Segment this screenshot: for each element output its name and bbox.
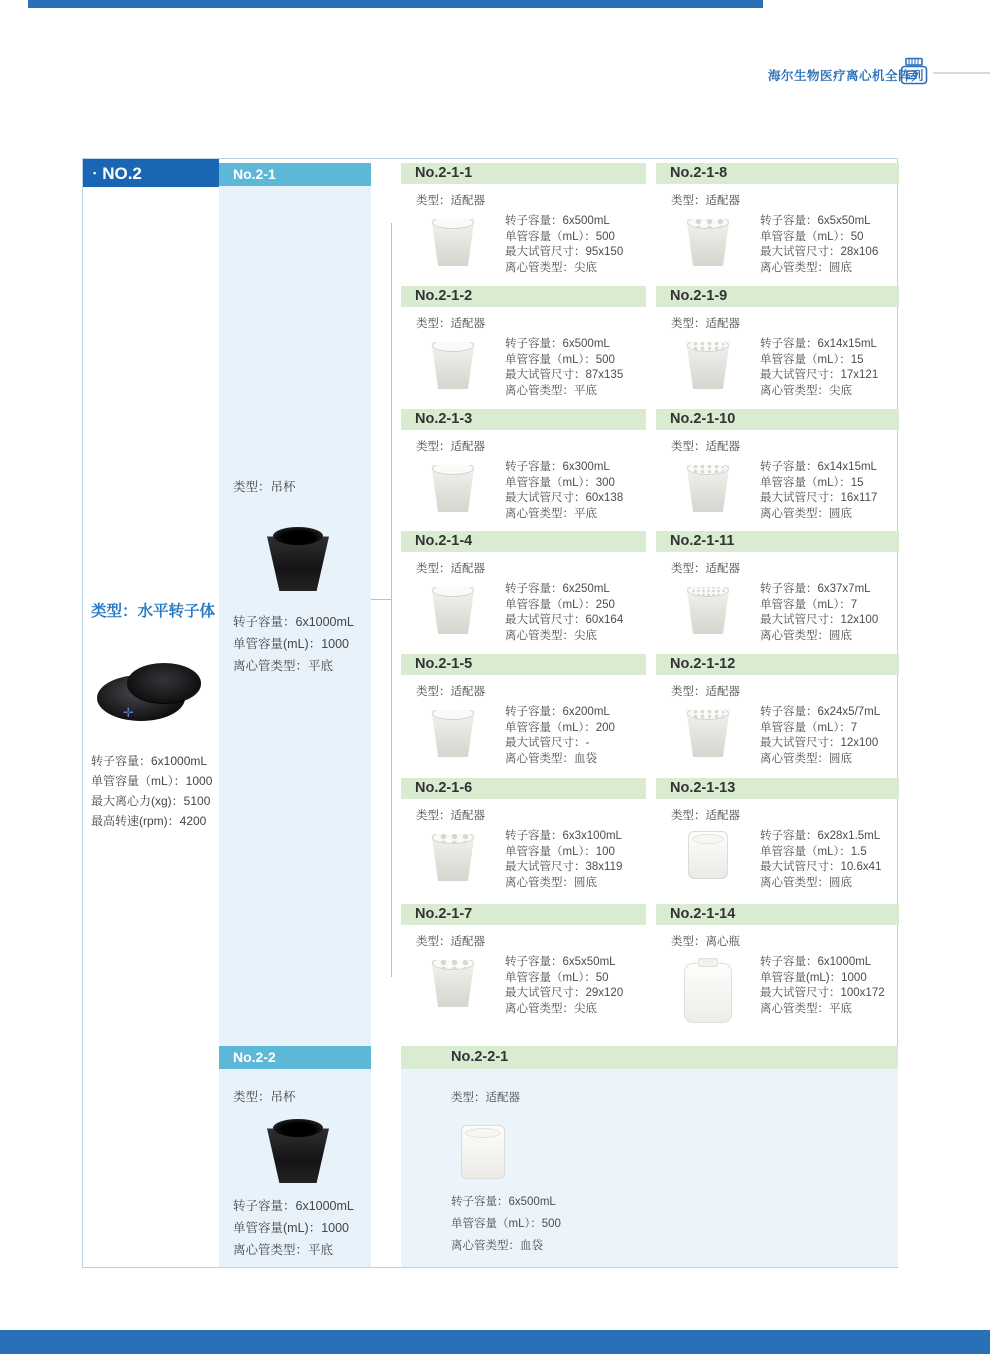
adapter-card-body	[401, 953, 646, 1017]
adapter-type-label: 类型：适配器	[416, 686, 485, 698]
adapter-specs	[760, 212, 878, 276]
adapter-card	[401, 531, 646, 651]
adapter-card-title: No.2-1-10	[656, 409, 899, 430]
adapter-specs	[760, 335, 878, 399]
adapter-type-label: 类型：适配器	[671, 195, 740, 207]
spec-line: 单管容量（mL）：1.5	[760, 845, 867, 858]
adapter-221-photo-wrap	[461, 1125, 505, 1179]
rotor-section-header	[83, 159, 219, 187]
adapter-photo-wrap	[401, 580, 505, 634]
spec-line: 转子容量：6x500mL	[451, 1196, 556, 1208]
adapter-card-title: No.2-1-4	[401, 531, 646, 552]
spec-line: 单管容量（mL）：200	[505, 721, 615, 734]
adapter-photo-wrap	[401, 827, 505, 881]
spec-line: 最大试管尺寸：87x135	[505, 369, 624, 381]
adapter-photo	[431, 462, 475, 512]
spec-line: 离心管类型：圆底	[760, 752, 852, 765]
adapter-card-body	[401, 580, 646, 644]
rotor-photo	[97, 651, 203, 735]
adapter-type-label: 类型：适配器	[671, 563, 740, 575]
adapter-card-body	[401, 703, 646, 767]
adapter-card	[401, 163, 646, 283]
centrifuge-icon	[898, 57, 930, 87]
rotor-lid-shape	[127, 663, 201, 703]
adapter-card-title: No.2-1-1	[401, 163, 646, 184]
spec-line: 离心管类型：圆底	[505, 876, 597, 889]
spec-line: 最大试管尺寸：16x117	[760, 492, 878, 504]
adapter-specs	[760, 580, 878, 644]
adapter-type-label: 类型：适配器	[671, 441, 740, 453]
bucket2-header: No.2-2	[219, 1046, 371, 1069]
spec-line: 转子容量：6x14x15mL	[760, 461, 877, 473]
adapter-photo	[686, 707, 730, 757]
adapter-card-title: No.2-1-9	[656, 286, 899, 307]
bottle-photo	[684, 963, 732, 1023]
adapter-photo	[461, 1125, 505, 1179]
adapter-photo-wrap	[656, 458, 760, 512]
spec-line: 离心管类型：平底	[505, 507, 597, 520]
spec-line: 离心管类型：尖底	[505, 1002, 597, 1015]
spec-line: 离心管类型：血袋	[505, 752, 597, 765]
spec-line: 最高转速(rpm)：4200	[91, 814, 207, 828]
adapter-type-label: 类型：适配器	[416, 318, 485, 330]
adapter-card	[401, 654, 646, 774]
spec-line: 最大试管尺寸：100x172	[760, 987, 885, 999]
bucket-mouth-shape	[273, 527, 323, 545]
bucket2-type-label: 类型：吊杯	[233, 1090, 296, 1104]
rotor-id: NO.2	[102, 164, 142, 183]
adapter-card	[656, 904, 899, 1024]
footer-accent-bar	[0, 1330, 990, 1354]
spec-line: 离心管类型：尖底	[760, 384, 852, 397]
adapter-photo	[431, 957, 475, 1007]
adapter-card	[401, 904, 646, 1024]
adapter-photo	[431, 216, 475, 266]
adapter-photo-wrap	[656, 827, 760, 879]
spec-line: 转子容量：6x500mL	[505, 215, 610, 227]
spec-line: 最大试管尺寸：38x119	[505, 861, 623, 873]
adapter-card-body	[401, 212, 646, 276]
adapter-card	[656, 286, 899, 406]
adapter-card-title: No.2-1-5	[401, 654, 646, 675]
adapter-specs	[760, 703, 880, 767]
spec-line: 转子容量：6x3x100mL	[505, 830, 622, 842]
spec-line: 转子容量：6x1000mL	[233, 1199, 354, 1213]
adapter-card-title: No.2-1-12	[656, 654, 899, 675]
spec-line: 单管容量（mL）：7	[760, 721, 858, 734]
page-title: 海尔生物医疗离心机全阵列	[768, 69, 925, 83]
adapter-photo	[431, 584, 475, 634]
adapter-card-title: No.2-1-13	[656, 778, 899, 799]
adapter-type-label: 类型：适配器	[416, 441, 485, 453]
spec-line: 转子容量：6x200mL	[505, 706, 610, 718]
spec-line: 最大试管尺寸：29x120	[505, 987, 624, 999]
spec-line: 离心管类型：血袋	[451, 1240, 543, 1252]
bucket2-specs	[233, 1195, 354, 1261]
spec-line: 单管容量（mL）：15	[760, 353, 864, 366]
spec-line: 转子容量：6x1000mL	[760, 956, 872, 968]
spec-line: 最大试管尺寸：60x164	[505, 614, 624, 626]
adapter-photo-wrap	[656, 580, 760, 634]
adapter-card	[401, 286, 646, 406]
adapter-card-body	[401, 335, 646, 399]
adapter-card-body	[656, 953, 899, 1023]
spec-line: 离心管类型：圆底	[760, 876, 852, 889]
spec-line: 单管容量（mL）：1000	[91, 774, 213, 788]
adapter-photo-wrap	[401, 335, 505, 389]
adapter-specs	[505, 458, 623, 522]
adapter-card	[401, 778, 646, 898]
adapter-photo-wrap	[656, 335, 760, 389]
spec-line: 最大试管尺寸：60x138	[505, 492, 624, 504]
adapter-card-title: No.2-1-8	[656, 163, 899, 184]
spec-line: 转子容量：6x37x7mL	[760, 583, 871, 595]
adapter-type-label: 类型：适配器	[416, 936, 485, 948]
adapter-card-body	[656, 580, 899, 644]
spec-line: 离心管类型：平底	[505, 384, 597, 397]
spec-line: 单管容量（mL）：300	[505, 476, 615, 489]
adapter-type-label: 类型：适配器	[671, 318, 740, 330]
adapter-card-body	[656, 827, 899, 891]
adapter-photo	[686, 584, 730, 634]
adapter-type-label: 类型：适配器	[416, 563, 485, 575]
adapter-type-label: 类型：离心瓶	[671, 936, 740, 948]
adapter-card	[656, 409, 899, 529]
adapter-card-body	[401, 827, 646, 891]
spec-line: 离心管类型：圆底	[760, 261, 852, 274]
adapter-card-body	[656, 212, 899, 276]
rotor-type-label: 类型：水平转子体	[91, 603, 216, 620]
spec-line: 单管容量（mL）：250	[505, 598, 615, 611]
adapter-photo-wrap	[656, 212, 760, 266]
adapter-221-type-label: 类型：适配器	[451, 1092, 520, 1104]
bucket1-specs	[233, 611, 354, 677]
adapter-specs	[760, 953, 885, 1017]
adapter-card-title: No.2-1-3	[401, 409, 646, 430]
spec-line: 单管容量（mL）：50	[760, 230, 864, 243]
rotor-specs	[91, 751, 212, 831]
spec-line: 转子容量：6x1000mL	[233, 615, 354, 629]
adapter-card-body	[656, 458, 899, 522]
adapter-photo	[686, 339, 730, 389]
adapter-photo	[431, 707, 475, 757]
spec-line: 离心管类型：平底	[760, 1002, 852, 1015]
bucket2-photo	[267, 1119, 329, 1183]
spec-line: 单管容量（mL）：500	[505, 353, 615, 366]
adapter-specs	[505, 580, 623, 644]
adapter-photo	[686, 216, 730, 266]
adapter-card-title: No.2-1-7	[401, 904, 646, 925]
adapter-specs	[505, 827, 622, 891]
adapter-card-title: No.2-1-2	[401, 286, 646, 307]
spec-line: 转子容量：6x250mL	[505, 583, 610, 595]
adapter-specs	[505, 212, 623, 276]
adapter-card	[656, 654, 899, 774]
adapter-card	[656, 778, 899, 898]
bullet-icon: ▪	[93, 168, 97, 178]
spec-line: 单管容量（mL）：500	[451, 1218, 561, 1230]
adapter-photo-wrap	[401, 953, 505, 1007]
spec-line: 离心管类型：尖底	[505, 629, 597, 642]
bucket1-header: No.2-1	[219, 163, 371, 186]
adapter-photo	[688, 831, 728, 879]
spec-line: 离心管类型：圆底	[760, 507, 852, 520]
hierarchy-connector-horizontal	[371, 599, 391, 600]
spec-line: 离心管类型：平底	[233, 659, 334, 673]
adapter-photo-wrap	[401, 212, 505, 266]
adapter-221-header: No.2-2-1	[401, 1046, 898, 1069]
adapter-card	[656, 531, 899, 651]
rotor-hub-mark: ✛	[123, 705, 134, 720]
spec-line: 转子容量：6x5x50mL	[760, 215, 871, 227]
adapter-photo	[686, 462, 730, 512]
top-accent-bar	[28, 0, 763, 8]
spec-line: 最大试管尺寸：12x100	[760, 737, 879, 749]
spec-line: 最大离心力(xg)：5100	[91, 794, 211, 808]
spec-line: 最大试管尺寸：-	[505, 737, 590, 749]
spec-line: 单管容量（mL）：500	[505, 230, 615, 243]
spec-line: 最大试管尺寸：10.6x41	[760, 861, 882, 873]
bucket1-photo	[267, 527, 329, 591]
catalog-box	[82, 158, 898, 1268]
spec-line: 转子容量：6x500mL	[505, 338, 610, 350]
adapter-photo-wrap	[401, 703, 505, 757]
hierarchy-connector-vertical	[391, 223, 392, 977]
adapter-card-title: No.2-1-14	[656, 904, 899, 925]
adapter-specs	[760, 827, 881, 891]
adapter-type-label: 类型：适配器	[416, 195, 485, 207]
adapter-photo-wrap	[656, 703, 760, 757]
adapter-card-title: No.2-1-6	[401, 778, 646, 799]
adapter-type-label: 类型：适配器	[671, 810, 740, 822]
spec-line: 单管容量（mL）：7	[760, 598, 858, 611]
spec-line: 单管容量(mL)：1000	[760, 971, 867, 984]
adapter-card-body	[401, 458, 646, 522]
spec-line: 最大试管尺寸：95x150	[505, 246, 624, 258]
spec-line: 转子容量：6x14x15mL	[760, 338, 877, 350]
spec-line: 单管容量（mL）：50	[505, 971, 609, 984]
spec-line: 单管容量(mL)：1000	[233, 637, 349, 651]
adapter-specs	[505, 703, 615, 767]
spec-line: 离心管类型：圆底	[760, 629, 852, 642]
adapter-card-body	[656, 335, 899, 399]
spec-line: 转子容量：6x28x1.5mL	[760, 830, 881, 842]
spec-line: 单管容量(mL)：1000	[233, 1221, 349, 1235]
spec-line: 转子容量：6x24x5/7mL	[760, 706, 881, 718]
adapter-type-label: 类型：适配器	[416, 810, 485, 822]
adapter-photo-wrap	[401, 458, 505, 512]
adapter-photo-wrap	[656, 953, 760, 1023]
spec-line: 最大试管尺寸：17x121	[760, 369, 879, 381]
adapter-photo	[431, 831, 475, 881]
spec-line: 离心管类型：平底	[233, 1243, 334, 1257]
spec-line: 单管容量（mL）：15	[760, 476, 864, 489]
bucket-mouth-shape	[273, 1119, 323, 1137]
adapter-card-body	[656, 703, 899, 767]
adapter-specs	[505, 335, 623, 399]
adapter-card	[401, 409, 646, 529]
spec-line: 最大试管尺寸：28x106	[760, 246, 879, 258]
adapter-type-label: 类型：适配器	[671, 686, 740, 698]
adapter-specs	[505, 953, 623, 1017]
adapter-221-specs	[451, 1191, 561, 1257]
adapter-card	[656, 163, 899, 283]
spec-line: 离心管类型：尖底	[505, 261, 597, 274]
bucket1-type-label: 类型：吊杯	[233, 480, 296, 494]
adapter-card-title: No.2-1-11	[656, 531, 899, 552]
spec-line: 单管容量（mL）：100	[505, 845, 615, 858]
adapter-specs	[760, 458, 877, 522]
spec-line: 转子容量：6x1000mL	[91, 754, 208, 768]
spec-line: 转子容量：6x5x50mL	[505, 956, 616, 968]
spec-line: 最大试管尺寸：12x100	[760, 614, 879, 626]
adapter-photo	[431, 339, 475, 389]
spec-line: 转子容量：6x300mL	[505, 461, 610, 473]
header-rule	[933, 72, 990, 74]
